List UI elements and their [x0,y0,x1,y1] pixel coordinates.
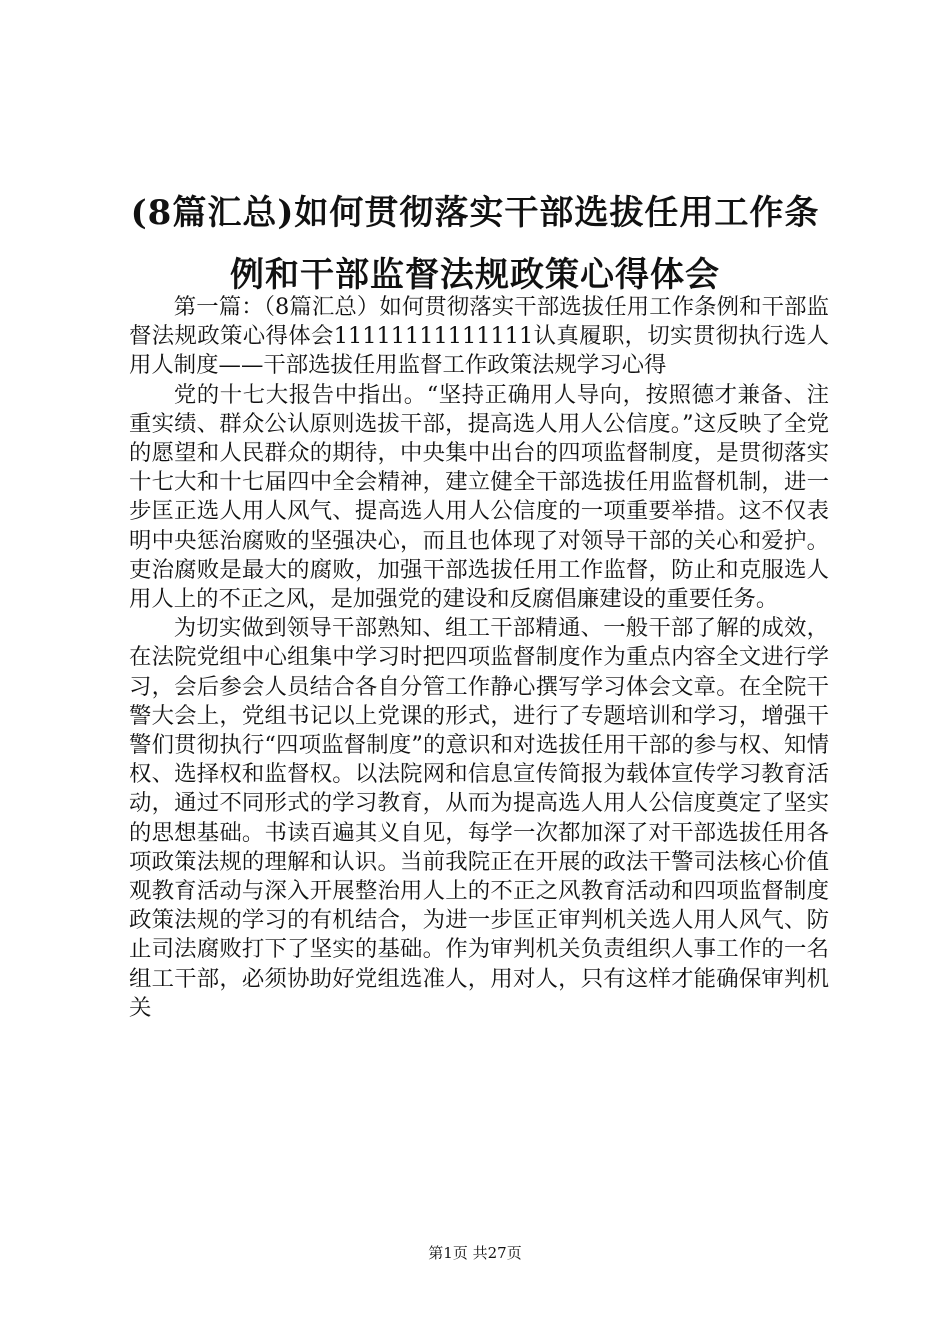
paragraph-2: 党的十七大报告中指出。“坚持正确用人导向，按照德才兼备、注重实绩、群众公认原则选拔干部，提高选人用人公信度。”这反映了全党的愿望和人民群众的期待，中央集中出台的四项监督制度，是贯彻落实十七大和十七届四中全会精神，建立健全干部选拔任用监督机制，进一步匡正选人用人风气、提高选人用人公信度的一项重要举措。这不仅表明中央惩治腐败的坚强决心，而且也体现了对领导干部的关心和爱护。吏治腐败是最大的腐败，加强干部选拔任用工作监督，防止和克服选人用人上的不正之风，是加强党的建设和反腐倡廉建设的重要任务。 [129,381,829,613]
page-number: 第1页 共27页 [428,1244,522,1262]
document-body [129,293,829,1023]
document-title: (8篇汇总)如何贯彻落实干部选拔任用工作条例和干部监督法规政策心得体会 [130,193,820,295]
paragraph-1: 第一篇：（8篇汇总）如何贯彻落实干部选拔任用工作条例和干部监督法规政策心得体会11111111111111认真履职，切实贯彻执行选人用人制度——干部选拔任用监督工作政策法规学习心得 [129,294,829,379]
paragraph-3: 为切实做到领导干部熟知、组工干部精通、一般干部了解的成效，在法院党组中心组集中学习时把四项监督制度作为重点内容全文进行学习，会后参会人员结合各自分管工作静心撰写学习体会文章。在全院干警大会上，党组书记以上党课的形式，进行了专题培训和学习，增强干警们贯彻执行“四项监督制度”的意识和对选拔任用干部的参与权、知情权、选择权和监督权。以法院网和信息宣传简报为载体宣传学习教育活动，通过不同形式的学习教育，从而为提高选人用人公信度奠定了坚实的思想基础。书读百遍其义自见，每学一次都加深了对干部选拔任用各项政策法规的理解和认识。当前我院正在开展的政法干警司法核心价值观教育活动与深入开展整治用人上的不正之风教育活动和四项监督制度政策法规的学习的有机结合，为进一步匡正审判机关选人用人风气、防止司法腐败打下了坚实的基础。作为审判机关负责组织人事工作的一名组工干部，必须协助好党组选准人，用对人，只有这样才能确保审判机关 [129,615,829,1021]
page-footer [0,1243,950,1263]
